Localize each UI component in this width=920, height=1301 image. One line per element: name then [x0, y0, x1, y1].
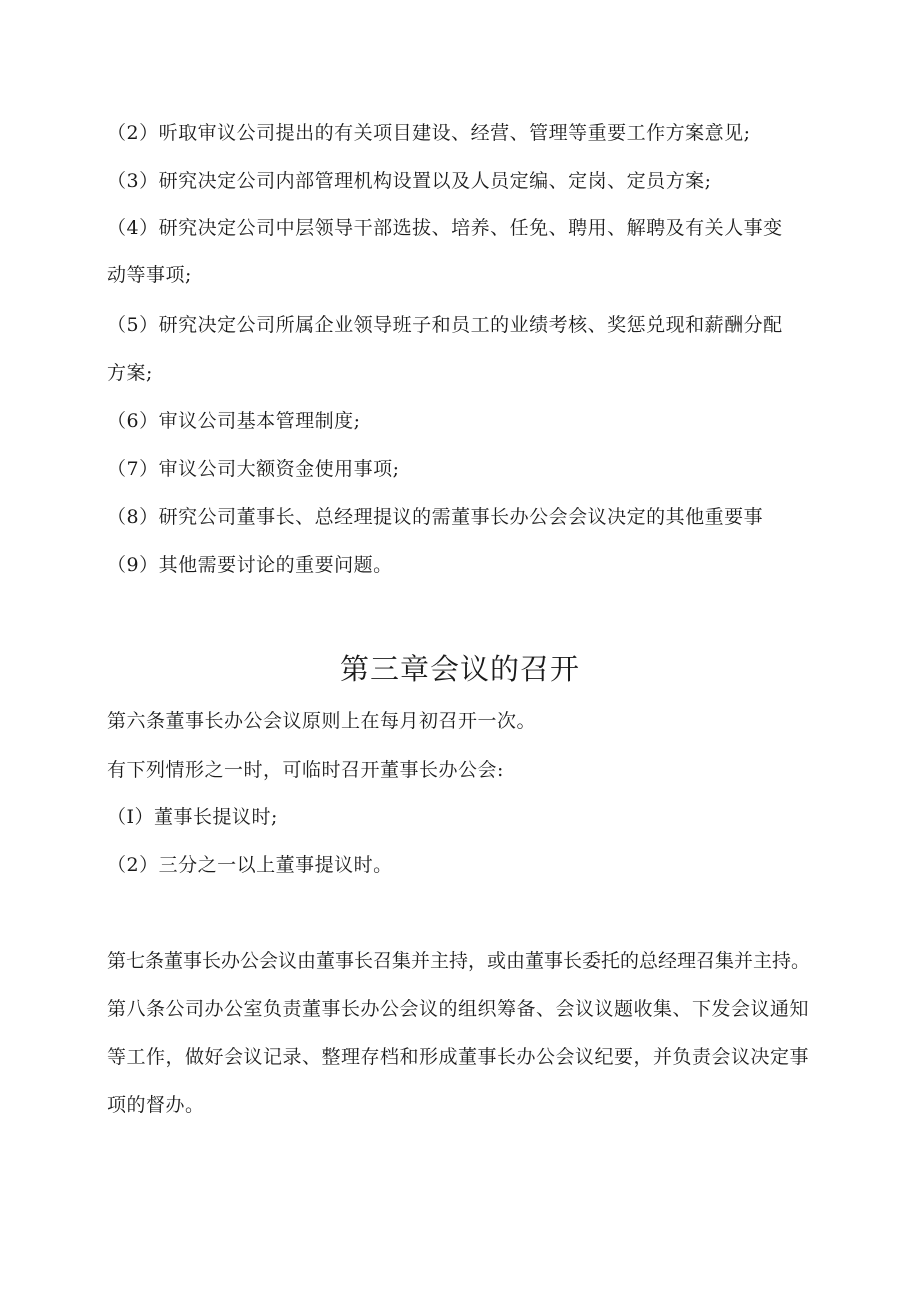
list-item: （9）其他需要讨论的重要问题。: [107, 554, 393, 576]
list-item: （2）三分之一以上董事提议时。: [107, 854, 393, 876]
list-item: （I）董事长提议时;: [107, 806, 278, 828]
list-item: （3）研究决定公司内部管理机构设置以及人员定编、定岗、定员方案;: [107, 170, 712, 192]
list-item: （6）审议公司基本管理制度;: [107, 410, 361, 432]
list-item: （5）研究决定公司所属企业领导班子和员工的业绩考核、奖惩兑现和薪酬分配: [107, 314, 783, 336]
article-paragraph: 第七条董事长办公会议由董事长召集并主持，或由董事长委托的总经理召集并主持。: [107, 950, 811, 972]
paragraph: 有下列情形之一时，可临时召开董事长办公会:: [107, 759, 504, 781]
list-item: （8）研究公司董事长、总经理提议的需董事长办公会会议决定的其他重要事: [107, 506, 764, 528]
article-paragraph: 第六条董事长办公会议原则上在每月初召开一次。: [107, 710, 537, 732]
chapter-title: 第三章会议的召开: [339, 652, 580, 686]
list-item: （7）审议公司大额资金使用事项;: [107, 458, 400, 480]
article-paragraph-continuation: 项的督办。: [107, 1094, 205, 1116]
article-paragraph: 第八条公司办公室负责董事长办公会议的组织筹备、会议议题收集、下发会议通知: [107, 998, 810, 1020]
list-item: （4）研究决定公司中层领导干部选拔、培养、任免、聘用、解聘及有关人事变: [107, 217, 783, 239]
list-item-continuation: 方案;: [107, 362, 153, 384]
article-paragraph-continuation: 等工作，做好会议记录、整理存档和形成董事长办公会议纪要，并负责会议决定事: [107, 1046, 810, 1068]
list-item: （2）听取审议公司提出的有关项目建设、经营、管理等重要工作方案意见;: [107, 122, 751, 144]
list-item-continuation: 动等事项;: [107, 264, 192, 286]
